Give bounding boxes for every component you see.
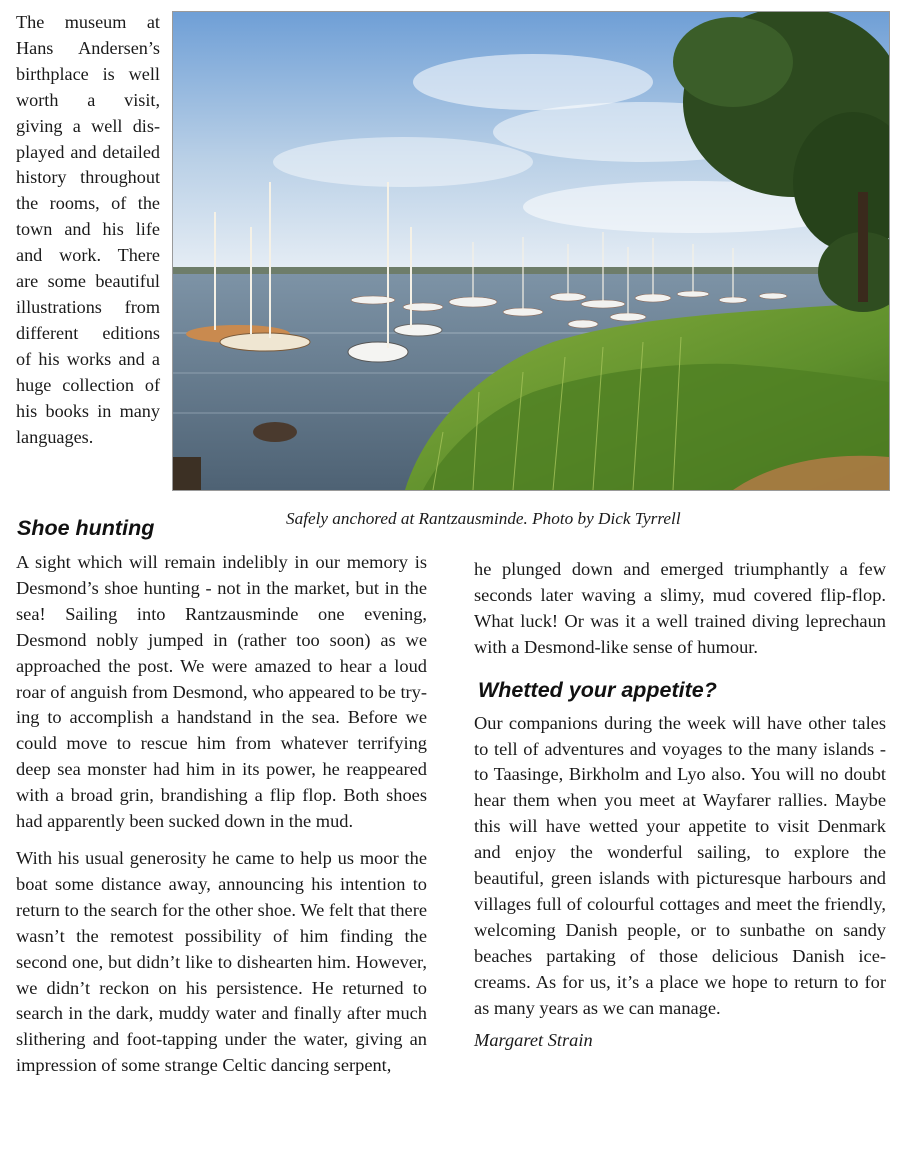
heading-shoe-hunting: Shoe hunting [17, 516, 155, 540]
harbour-photo [172, 11, 890, 491]
shoe-paragraph-2: With his usual generosity he came to help us moor the boat some distance away, announcing his intention to return to the search for the other shoe. We felt that there wasn’t the remotest possibility of him finding the second one, but didn’t like to dishearten him. However, we didn’t reckon on his persistence. He returned to search in the dark, muddy water and finally after much slithering and foot-tapping under the water, giving an impression of some strange Celtic dancing serpent, [16, 847, 427, 1076]
shoe-paragraph-1: A sight which will remain indelibly in our memory is Desmond’s shoe hunting - not in the market, but in the sea! Sailing into Rantzausminde one evening, Desmond nobly jumped in (rather too soon) as we approached the post. We were amazed to hear a loud roar of anguish from Desmond, who appeared to be trying to accomplish a handstand in the sea. Before we could move to rescue him from whatever terrifying deep sea monster had him in its power, he reappeared with a broad grin, brandishing a flip flop. Both shoes had apparently been sucked down in the mud. [16, 552, 427, 832]
whetted-paragraph: Our companions during the week will have other tales to tell of adventures and voyages to the many islands - to Taasinge, Birkholm and Lyo also. You will no doubt hear them when you meet at Wayfarer rallies. Maybe this will have wetted your appetite to visit Denmark and enjoy the wonderful sailing, to explore the beautiful, green islands with picturesque harbours and villages full of colourful cottages and meet the friendly, welcoming Danish people, or to sunbathe on sandy beaches partaking of those delicious Danish ice-creams. As for us, it’s a place we hope to return to for as many years as we can manage. [474, 712, 886, 1018]
heading-whetted-appetite: Whetted your appetite? [478, 677, 717, 702]
photo-caption: Safely anchored at Rantzausminde. Photo by Dick Tyrrell [286, 509, 681, 528]
shoe-paragraph-3: he plunged down and emerged triumphantly a few seconds later waving a slimy, mud covered flip-flop. What luck! Or was it a well trained diving leprechaun with a Desmond-like sense of humour. [474, 559, 886, 657]
left-column [16, 550, 427, 1079]
right-column [474, 557, 886, 1053]
author-signature: Margaret Strain [474, 1029, 593, 1050]
intro-paragraph: The museum at Hans Andersen’s birthplace is well worth a visit, giving a well displayed and detailed history throughout the rooms, of the town and his life and work. There are some beautiful illustrations from different editions of his works and a huge collection of his books in many languages. [16, 12, 160, 447]
